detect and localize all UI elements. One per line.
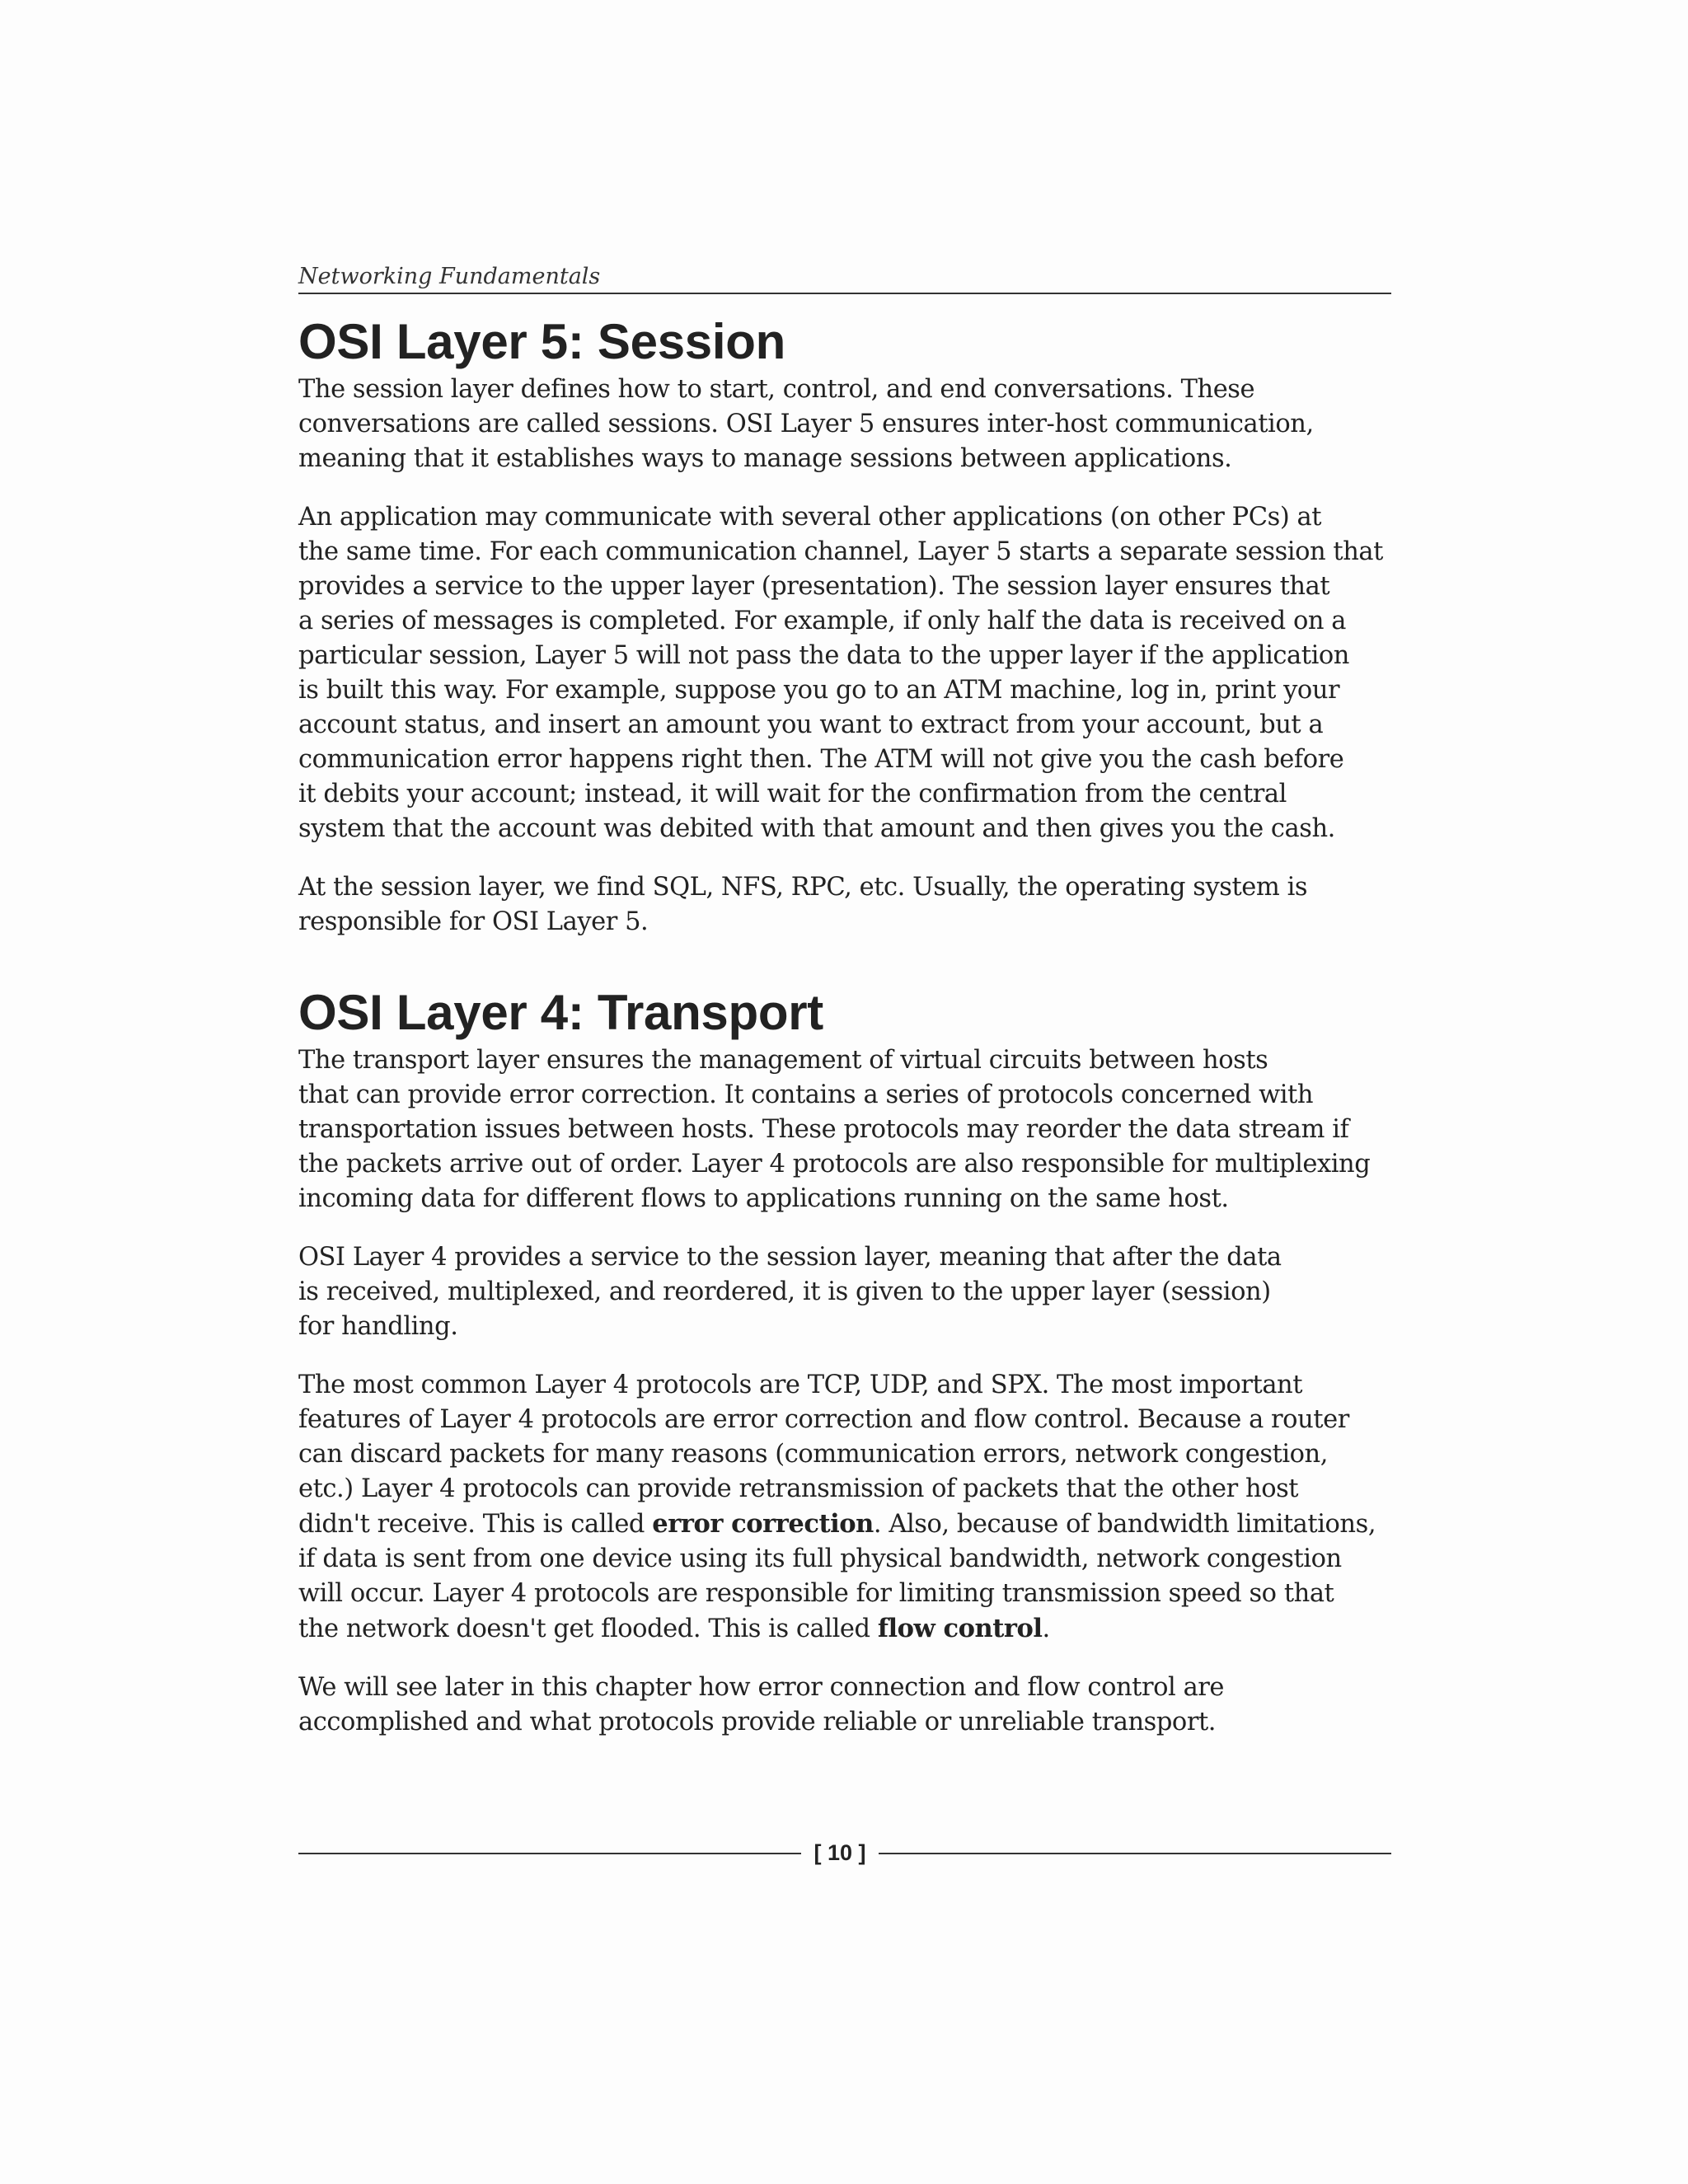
page-footer <box>298 1836 1391 1869</box>
text-line <box>298 1611 1395 1647</box>
text-line: features of Layer 4 protocols are error correction and flow control. Because a router <box>298 1405 1349 1434</box>
text-line: transportation issues between hosts. These protocols may reorder the data stream if <box>298 1115 1349 1144</box>
paragraph <box>298 870 1395 940</box>
text-line: for handling. <box>298 1312 458 1341</box>
text-run: . <box>1042 1615 1050 1643</box>
paragraph <box>298 500 1395 846</box>
text-line: can discard packets for many reasons (communication errors, network congestion, <box>298 1440 1328 1469</box>
text-line: etc.) Layer 4 protocols can provide retransmission of packets that the other host <box>298 1474 1299 1503</box>
text-line: provides a service to the upper layer (presentation). The session layer ensures that <box>298 572 1330 601</box>
text-line: The session layer defines how to start, control, and end conversations. These <box>298 375 1255 404</box>
paragraph <box>298 1043 1395 1216</box>
header-rule <box>298 293 1391 294</box>
text-line: that can provide error correction. It contains a series of protocols concerned with <box>298 1080 1314 1109</box>
text-run: didn't receive. This is called <box>298 1510 653 1539</box>
text-line: meaning that it establishes ways to manage sessions between applications. <box>298 444 1232 473</box>
text-line: communication error happens right then. The ATM will not give you the cash before <box>298 745 1344 774</box>
text-line: will occur. Layer 4 protocols are responsible for limiting transmission speed so that <box>298 1579 1334 1608</box>
footer-rule-right <box>879 1853 1391 1854</box>
text-line: An application may communicate with several other applications (on other PCs) at <box>298 503 1322 532</box>
text-line <box>298 1507 1395 1542</box>
text-line: responsible for OSI Layer 5. <box>298 907 649 936</box>
footer-rule-left <box>298 1853 801 1854</box>
text-line: OSI Layer 4 provides a service to the session layer, meaning that after the data <box>298 1243 1282 1272</box>
paragraph <box>298 1240 1395 1344</box>
text-run: the network doesn't get flooded. This is called <box>298 1615 878 1643</box>
text-line: if data is sent from one device using its full physical bandwidth, network congestion <box>298 1544 1342 1573</box>
text-line: a series of messages is completed. For example, if only half the data is received on a <box>298 607 1347 635</box>
text-line: it debits your account; instead, it will wait for the confirmation from the central <box>298 780 1287 808</box>
bold-term-flow-control: flow control <box>877 1614 1043 1643</box>
text-line: incoming data for different flows to applications running on the same host. <box>298 1184 1229 1213</box>
page-content <box>298 313 1395 1764</box>
running-header: Networking Fundamentals <box>298 264 601 289</box>
text-run: . Also, because of bandwidth limitations, <box>873 1510 1376 1539</box>
section-heading-transport: OSI Layer 4: Transport <box>298 985 823 1040</box>
page-number: [ 10 ] <box>814 1840 866 1865</box>
text-line: particular session, Layer 5 will not pass the data to the upper layer if the application <box>298 641 1349 670</box>
bold-term-error-correction: error correction <box>652 1509 874 1539</box>
text-line: The transport layer ensures the management of virtual circuits between hosts <box>298 1046 1268 1075</box>
text-line: system that the account was debited with that amount and then gives you the cash. <box>298 814 1335 843</box>
text-line: At the session layer, we find SQL, NFS, RPC, etc. Usually, the operating system is <box>298 873 1308 902</box>
text-line: the same time. For each communication channel, Layer 5 starts a separate session that <box>298 537 1383 566</box>
text-line: is built this way. For example, suppose you go to an ATM machine, log in, print your <box>298 676 1340 705</box>
text-line: conversations are called sessions. OSI Layer 5 ensures inter-host communication, <box>298 410 1314 438</box>
text-line: We will see later in this chapter how error connection and flow control are <box>298 1673 1225 1702</box>
text-line: account status, and insert an amount you want to extract from your account, but a <box>298 710 1324 739</box>
section-heading-session: OSI Layer 5: Session <box>298 314 785 369</box>
paragraph <box>298 1671 1395 1740</box>
text-line: the packets arrive out of order. Layer 4 protocols are also responsible for multiplexing <box>298 1150 1371 1179</box>
paragraph <box>298 1368 1395 1647</box>
text-line: accomplished and what protocols provide reliable or unreliable transport. <box>298 1708 1217 1736</box>
paragraph <box>298 373 1395 476</box>
text-line: The most common Layer 4 protocols are TCP, UDP, and SPX. The most important <box>298 1371 1303 1399</box>
text-line: is received, multiplexed, and reordered, it is given to the upper layer (session) <box>298 1277 1271 1306</box>
